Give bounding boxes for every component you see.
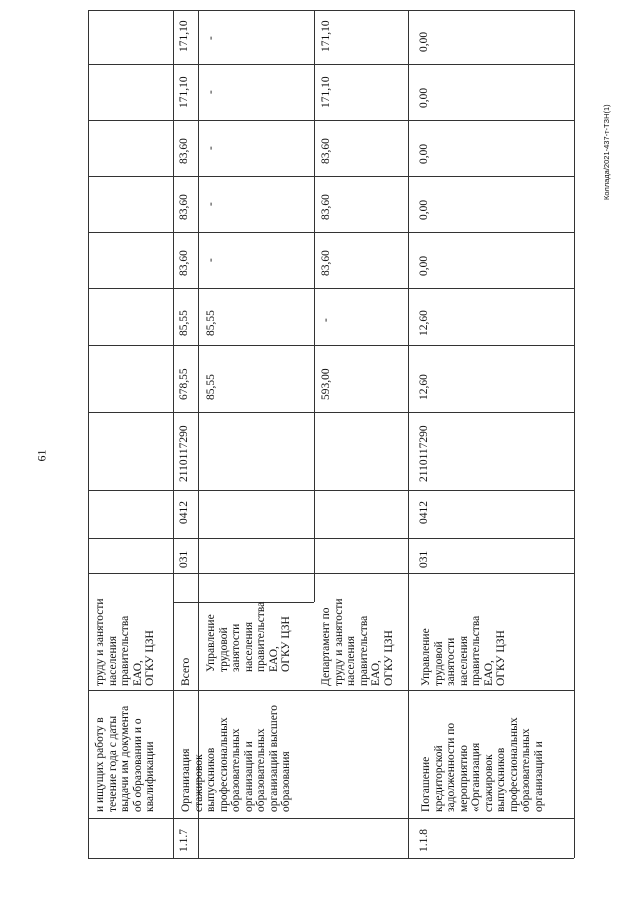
row-117-total-csr: 2110117290 bbox=[178, 425, 190, 482]
row-117-dep-v4: 83,60 bbox=[320, 138, 332, 164]
row-117-dep-v5: 171,10 bbox=[320, 76, 332, 108]
row-117-total-v1: 85,55 bbox=[178, 310, 190, 336]
row-117-total-rz: 0412 bbox=[178, 501, 190, 524]
row-117-dep-executor: Департамент по труду и занятости населения правительства ЕАО, ОГКУ ЦЗН bbox=[320, 598, 395, 686]
row-118-v1: 12,60 bbox=[418, 310, 430, 336]
row-117-total-v5: 171,10 bbox=[178, 76, 190, 108]
row-118-v5: 0,00 bbox=[418, 87, 430, 108]
document-id-note: Коллада/2021-437-т-ТЗН(1) bbox=[602, 104, 611, 200]
row-117-total-v2: 83,60 bbox=[178, 250, 190, 276]
row-118-v3: 0,00 bbox=[418, 199, 430, 220]
row-117-total-v0: 678,55 bbox=[178, 368, 190, 400]
row-117-dep-v6: 171,10 bbox=[320, 20, 332, 52]
row-117-code: 1.1.7 bbox=[178, 829, 190, 852]
row-top-executor: труду и занятости населения правительства ЕАО, ОГКУ ЦЗН bbox=[94, 598, 156, 686]
row-117-total-v3: 83,60 bbox=[178, 194, 190, 220]
row-117-upr-v5: - bbox=[205, 90, 217, 94]
row-117-dep-v1: - bbox=[320, 318, 332, 322]
row-118-code: 1.1.8 bbox=[418, 829, 430, 852]
row-117-dep-v0: 593,00 bbox=[320, 368, 332, 400]
row-117-dep-v3: 83,60 bbox=[320, 194, 332, 220]
row-118-rz: 0412 bbox=[418, 501, 430, 524]
row-117-dep-v2: 83,60 bbox=[320, 250, 332, 276]
row-117-total-executor: Всего bbox=[180, 657, 192, 686]
row-118-executor: Управление трудовой занятости населения правительства ЕАО, ОГКУ ЦЗН bbox=[420, 615, 507, 686]
row-118-v2: 0,00 bbox=[418, 255, 430, 276]
row-118-v6: 0,00 bbox=[418, 31, 430, 52]
row-118-grbs: 031 bbox=[418, 550, 430, 568]
row-117-total-grbs: 031 bbox=[178, 550, 190, 568]
row-117-upr-v6: - bbox=[205, 36, 217, 40]
page-number: 61 bbox=[34, 449, 49, 462]
row-117-upr-v4: - bbox=[205, 146, 217, 150]
row-117-upr-executor: Управление трудовой занятости населения правительства ЕАО, ОГКУ ЦЗН bbox=[205, 601, 292, 672]
row-117-description: Организация стажировок выпускников профессиональных образовательных организаций и образовательных организаций высшего образования bbox=[180, 704, 292, 812]
row-117-total-v4: 83,60 bbox=[178, 138, 190, 164]
row-top-description: и ищущих работу в течение года с даты выдачи им документа об образовании и о квалификации bbox=[94, 705, 156, 812]
row-117-upr-v2: - bbox=[205, 258, 217, 262]
row-118-description: Погашение кредиторской задолженности по мероприятию «Организация стажировок выпускников профессиональных образовательных организаций и bbox=[420, 717, 545, 812]
row-117-total-v6: 171,10 bbox=[178, 20, 190, 52]
row-118-csr: 2110117290 bbox=[418, 425, 430, 482]
row-117-upr-v3: - bbox=[205, 202, 217, 206]
row-118-v4: 0,00 bbox=[418, 143, 430, 164]
row-118-v0: 12,60 bbox=[418, 374, 430, 400]
row-117-upr-v1: 85,55 bbox=[205, 310, 217, 336]
row-117-upr-v0: 85,55 bbox=[205, 374, 217, 400]
